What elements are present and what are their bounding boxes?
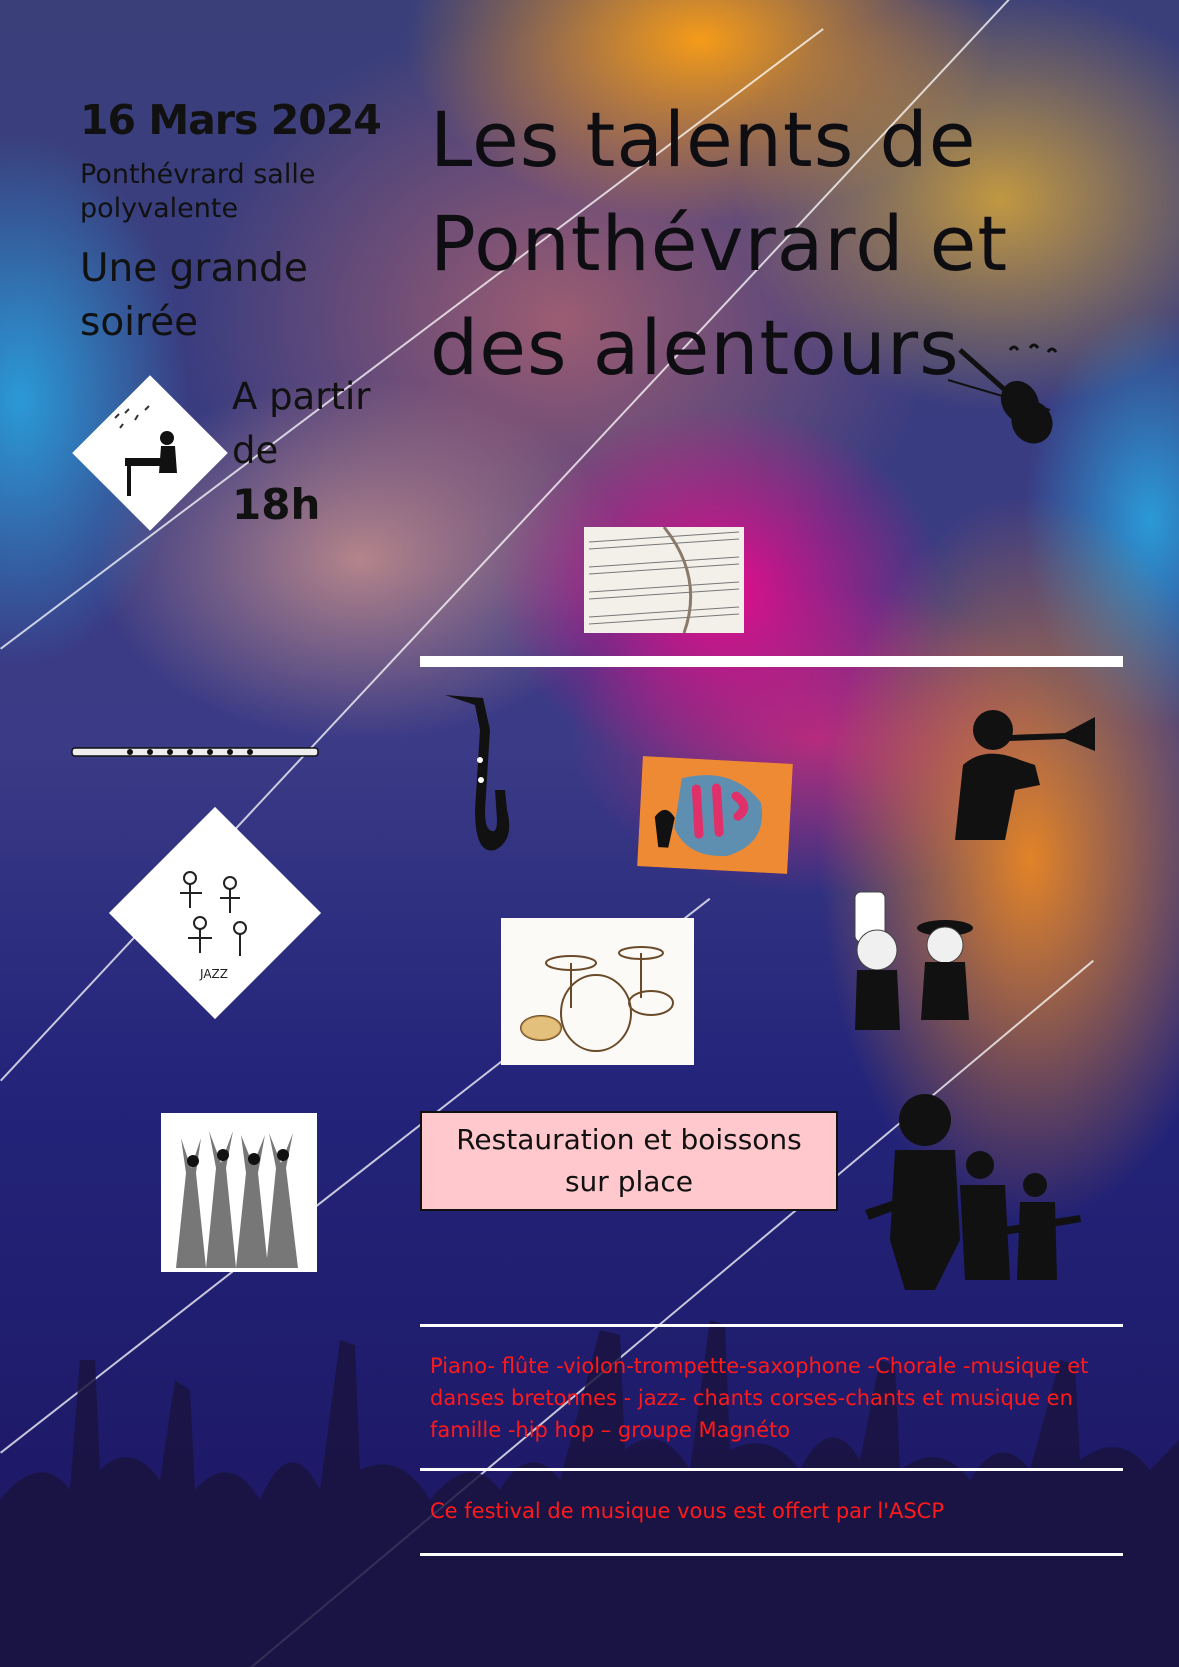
event-venue: Ponthévrard salle polyvalente xyxy=(80,159,316,224)
divider-line xyxy=(420,1553,1123,1556)
start-prefix: A partir de xyxy=(232,375,371,472)
start-time-block xyxy=(232,370,372,532)
performers-list: Piano- flûte -violon-trompette-saxophone -Chorale -musique et danses bretonnes - jazz- chants corses-chants et musique en famille -hip hop – groupe Magnéto xyxy=(430,1354,1089,1442)
event-tagline: Une grande soirée xyxy=(80,246,308,345)
svg-text:JAZZ: JAZZ xyxy=(200,967,228,981)
hip-hop-graffiti-image xyxy=(637,756,793,874)
flute-illustration xyxy=(70,741,320,763)
poster-title: Les talents de Ponthévrard et des alentours xyxy=(430,95,1009,392)
violin-icon xyxy=(940,340,1070,450)
sponsor-credit: Ce festival de musique vous est offert par l'ASCP xyxy=(430,1499,944,1523)
rock-band-silhouette xyxy=(865,1090,1085,1300)
event-date: 16 Mars 2024 xyxy=(80,96,381,144)
pianist-illustration xyxy=(72,375,228,531)
divider-line xyxy=(420,1468,1123,1471)
choir-silhouette xyxy=(161,1113,317,1272)
divider-line xyxy=(420,656,1123,667)
saxophone-silhouette xyxy=(435,690,525,870)
jazz-band-drawing xyxy=(109,807,321,1019)
sheet-music-image xyxy=(584,527,744,633)
drum-kit-sketch xyxy=(501,918,694,1065)
divider-line xyxy=(420,1324,1123,1327)
catering-notice: Restauration et boissons sur place xyxy=(420,1111,838,1211)
start-time: 18h xyxy=(232,480,321,529)
breton-figures-image xyxy=(845,890,1005,1040)
trumpet-player-silhouette xyxy=(945,705,1105,840)
